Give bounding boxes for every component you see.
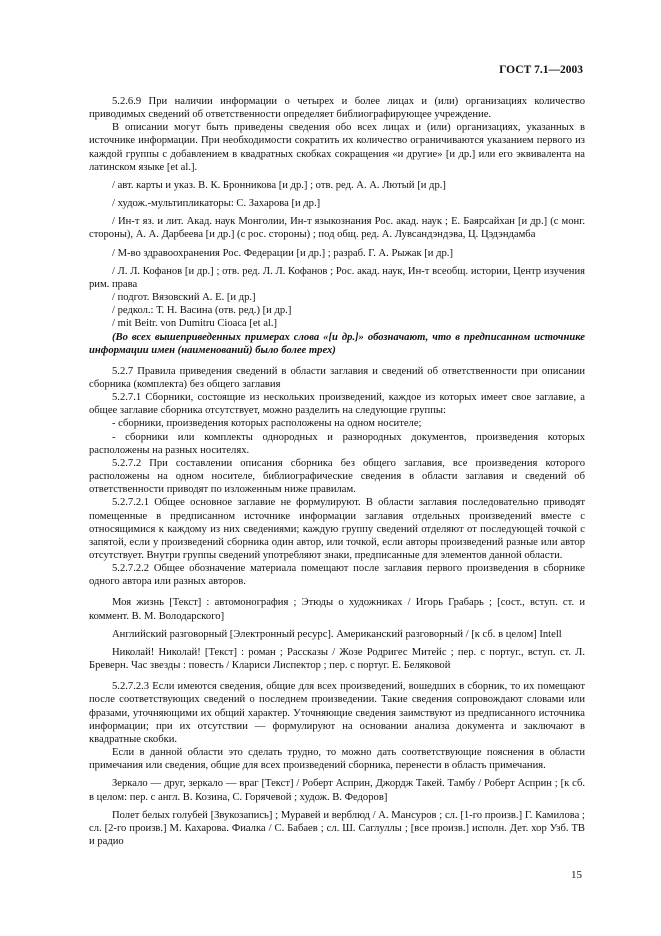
paragraph-5-2-7-2-2: 5.2.7.2.2 Общее обозначение материала помещают после заглавия первого произведения в сборнике одного автора или разных авторов. [89, 563, 585, 588]
paragraph-5-2-7-2-1: 5.2.7.2.1 Общее основное заглавие не формулируют. В области заглавия последовательно приводят помещенные в предписанном источнике информации заглавия отдельных произведений вместе с относящимися к каждому из них сведениями; каждую группу сведений отделяют от последующей точкой с запятой, если у произведений сборника один автор, или точкой, если авторы произведений разные или автор отсутствует. Внутри группы сведений употребляют знаки, предписанные для элементов данной области. [89, 497, 585, 561]
example-line: Полет белых голубей [Звукозапись] ; Муравей и верблюд / А. Мансуров ; сл. [1-го произв.] Г. Камилова ; сл. [2-го произв.] М. Кахарова. Фиалка / С. Бабаев ; сл. Ш. Саглуллы ; [все произв.] исполн. Дет. хор Узб. ТВ и радио [89, 809, 585, 847]
example-line: / худож.-мультипликаторы: С. Захарова [и др.] [112, 198, 321, 210]
paragraph-5-2-6-9: 5.2.6.9 При наличии информации о четырех и более лицах и (или) организациях количество приводимых сведений об ответственности определяет библиографирующее учреждение. [89, 96, 585, 121]
example-line: / редкол.: Т. Н. Васина (отв. ред.) [и др.] [112, 305, 292, 317]
paragraph-5-2-7-2: 5.2.7.2 При составлении описания сборника без общего заглавия, все произведения которого расположены на одном носителе, библиографические сведения в области заглавия и сведений об ответственности приводят по изложенным ниже правилам. [89, 457, 585, 496]
document-body [89, 95, 585, 848]
example-line: / М-во здравоохранения Рос. Федерации [и др.] ; разраб. Г. А. Рыжак [и др.] [112, 247, 453, 259]
example-line: Николай! Николай! [Текст] : роман ; Рассказы / Жозе Родригес Митейс ; пер. с португ., вступ. ст. Л. Бреверн. Час звезды : повесть / Клариси Лиспектор ; пер. с португ. Е. Беляковой [89, 646, 585, 672]
list-item: - сборники, произведения которых расположены на одном носителе; [112, 418, 422, 430]
page-number: 15 [571, 869, 582, 881]
example-line: / Л. Л. Кофанов [и др.] ; отв. ред. Л. Л. Кофанов ; Рос. акад. наук, Ин-т всеобщ. истории, Центр изучения рим. права [89, 265, 585, 290]
example-line: / подгот. Вязовский А. Е. [и др.] [112, 292, 256, 304]
paragraph: В описании могут быть приведены сведения обо всех лицах и (или) организациях, указанных в источнике информации. При необходимости сократить их количество ограничиваются указанием первого из каждой группы с добавлением в квадратных скобках сокращения «и другие» [и др.] или его эквивалента на латинском языке [et al.]. [89, 122, 585, 173]
example-line: Моя жизнь [Текст] : автомонография ; Этюды о художниках / Игорь Грабарь ; [сост., вступ. ст. и коммент. В. М. Володарского] [89, 597, 585, 622]
example-line: / Ин-т яз. и лит. Акад. наук Монголии, Ин-т языкознания Рос. акад. наук ; Е. Баярсайхан [и др.] (с монг. стороны), А. А. Дарбеева [и др.] (с рос. стороны) ; под общ. ред. А. Лувсандэндэва, Ц. Цэдэндамба [89, 216, 585, 241]
paragraph: Если в данной области это сделать трудно, то можно дать соответствующие пояснения в области примечания или сведения, общие для всех произведений сборника, перенести в область примечания. [89, 747, 585, 772]
paragraph-5-2-7: 5.2.7 Правила приведения сведений в области заглавия и сведений об ответственности при описании сборника (комплекта) без общего заглавия [89, 365, 585, 390]
standard-header: ГОСТ 7.1—2003 [499, 64, 583, 76]
example-line: Английский разговорный [Электронный ресурс]. Американский разговорный / [к сб. в целом] Intell [112, 628, 562, 640]
paragraph-5-2-7-1: 5.2.7.1 Сборники, состоящие из нескольких произведений, каждое из которых имеет свое заглавие, а общее заглавие сборника отсутствует, можно разделить на следующие группы: [89, 392, 585, 417]
list-item: - сборники или комплекты однородных и разнородных документов, произведения которых расположены на разных носителях. [89, 431, 585, 456]
examples-note: (Во всех вышеприведенных примерах слова «[и др.]» обозначают, что в предписанном источнике информации имен (наименований) было более трех) [89, 331, 585, 356]
example-line: Зеркало — друг, зеркало — враг [Текст] / Роберт Асприн, Джордж Такей. Тамбу / Роберт Асприн ; [к сб. в целом: пер. с англ. В. Козина, С. Горячевой ; худож. В. Федоров] [89, 778, 585, 803]
example-line: / mit Beitr. von Dumitru Cioaca [et al.] [112, 318, 278, 330]
example-line: / авт. карты и указ. В. К. Бронникова [и др.] ; отв. ред. А. А. Лютый [и др.] [112, 179, 446, 191]
paragraph-5-2-7-2-3: 5.2.7.2.3 Если имеются сведения, общие для всех произведений, вошедших в сборник, то их помещают после соответствующих сведений о последнем произведении. Такие сведения сопровождают словами или фразами, уточняющими их общий характер. Уточняющие сведения заимствуют из предписанного источника информации; при их отсутствии — формулируют на основании анализа документа и заключают в квадратные скобки. [89, 681, 585, 745]
